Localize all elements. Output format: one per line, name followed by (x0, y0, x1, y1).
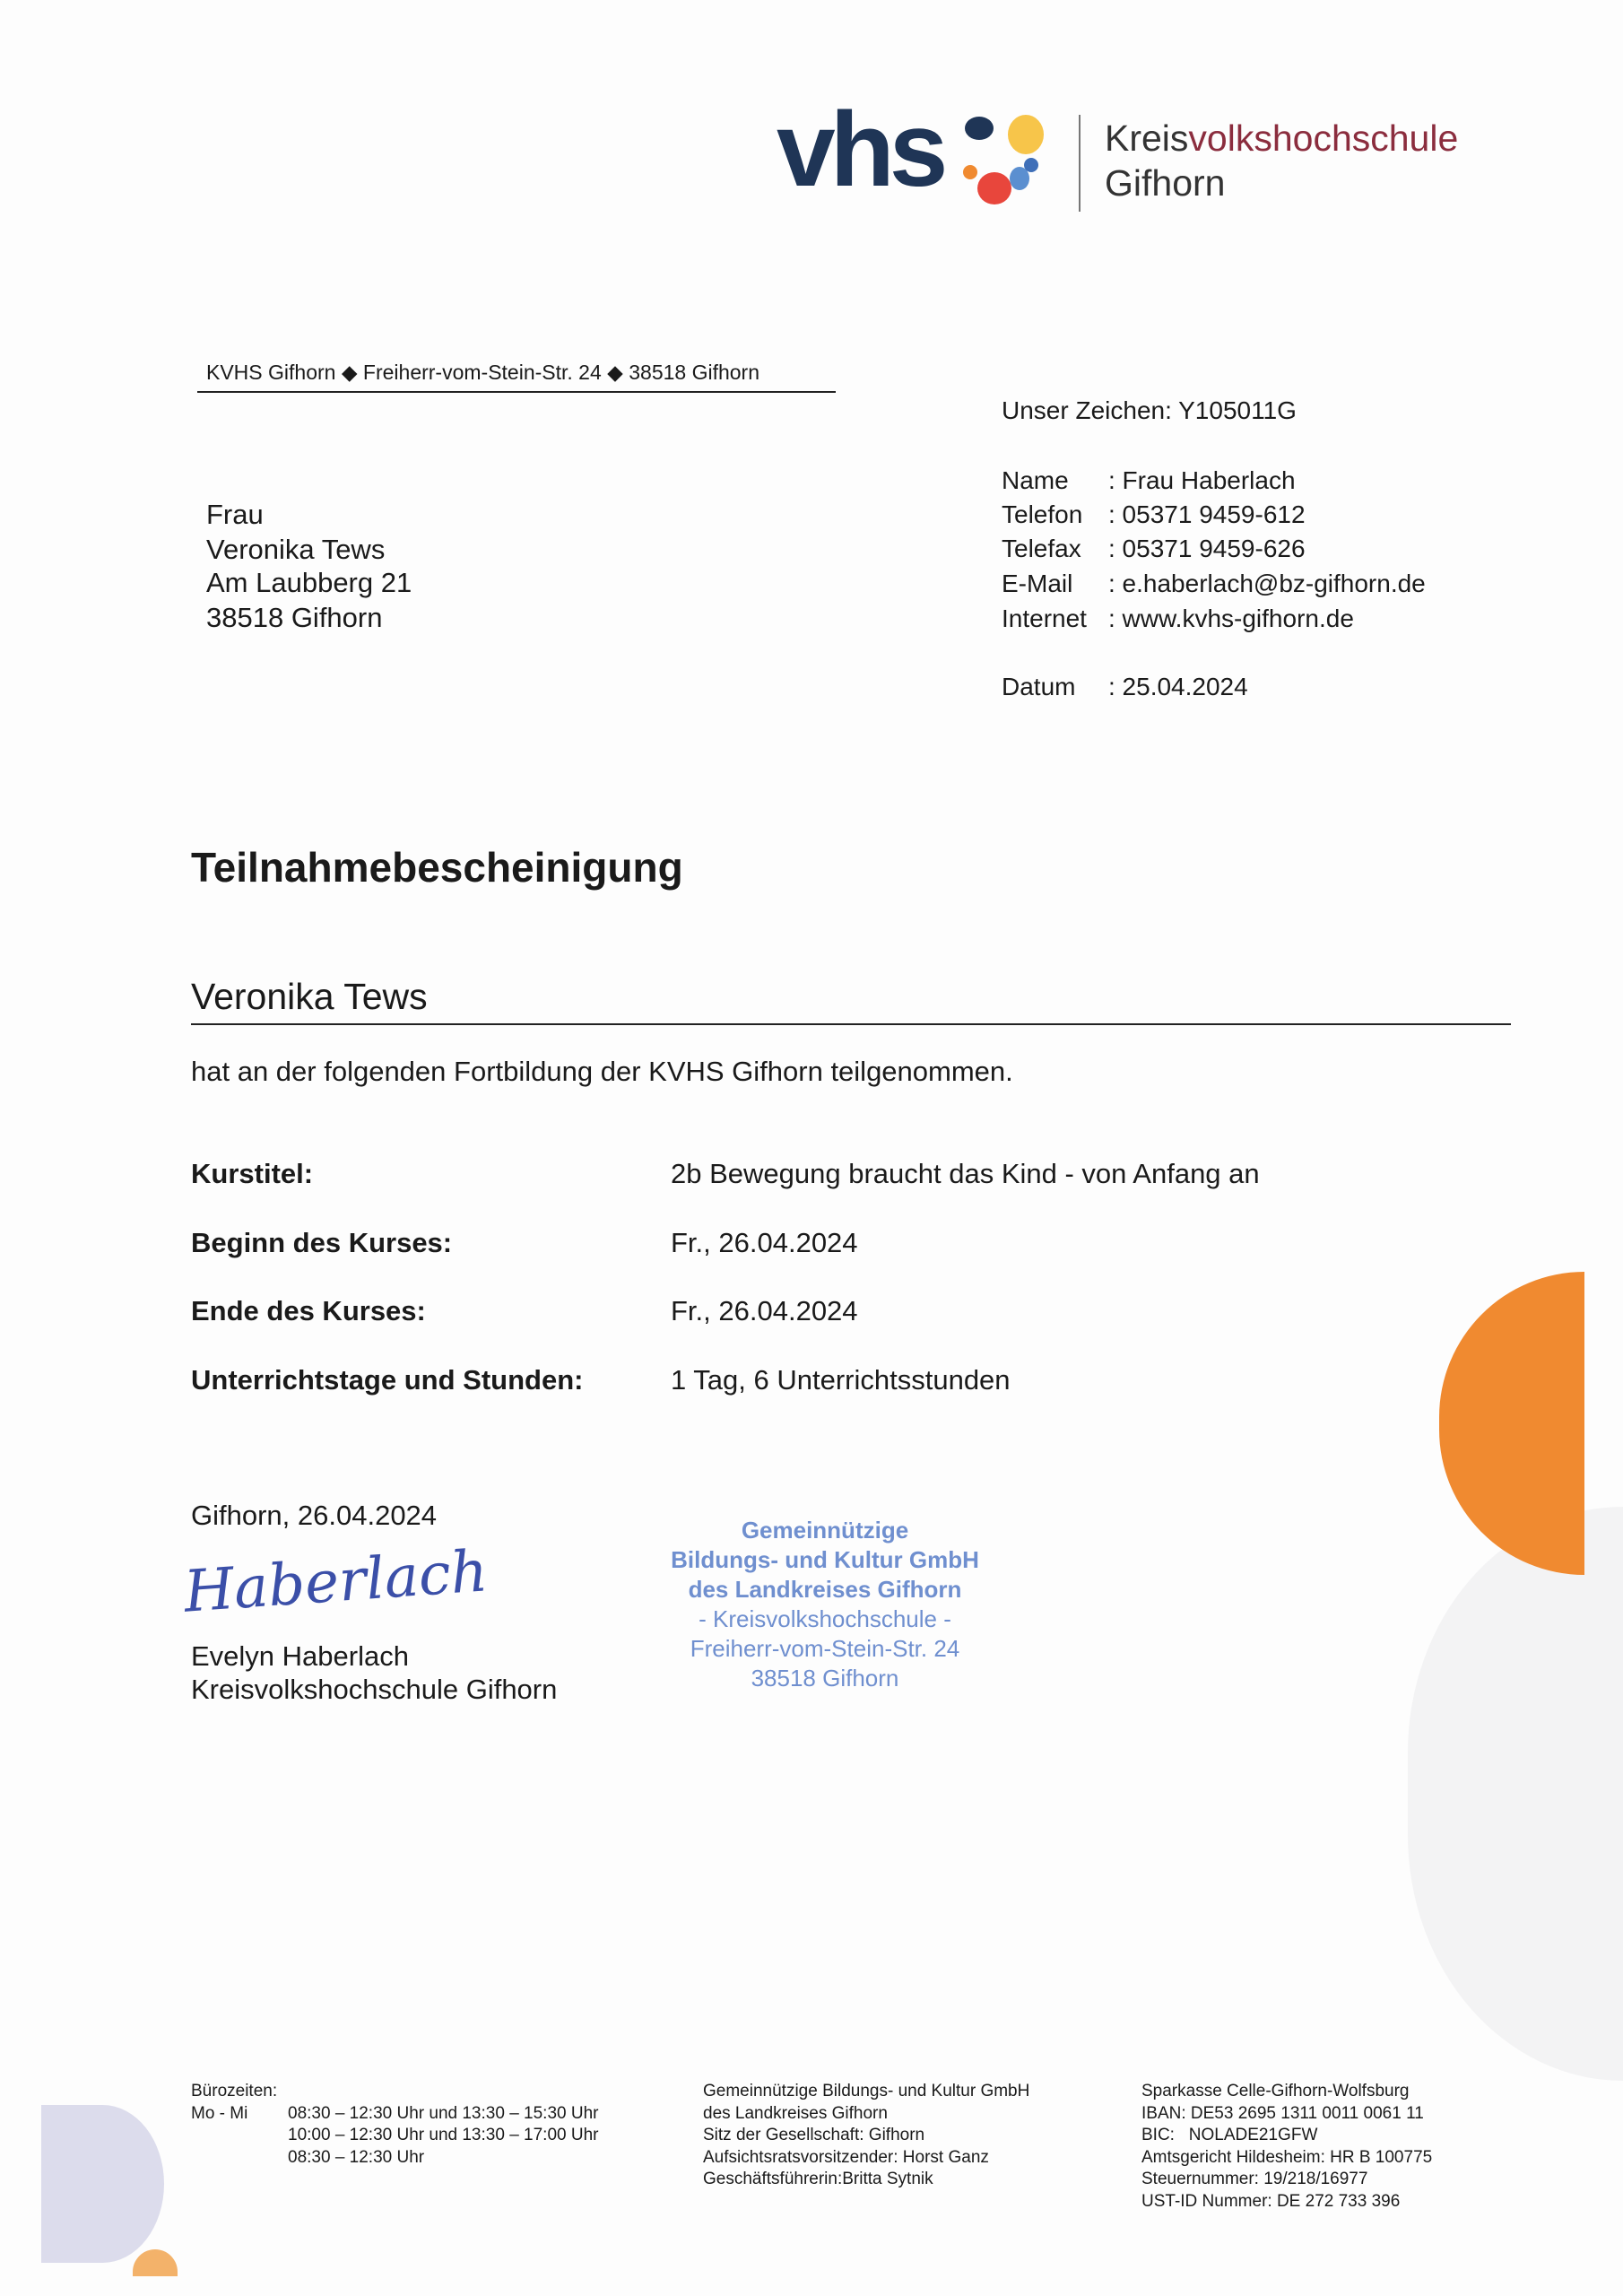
decorative-lavender-circle (41, 2105, 164, 2263)
signer-name: Evelyn Haberlach (191, 1640, 409, 1672)
stamp-line: Freiherr-vom-Stein-Str. 24 (690, 1635, 960, 1662)
recipient-line: Am Laubberg 21 (206, 567, 412, 598)
hours-title: Bürozeiten: (191, 2082, 278, 2100)
contact-label: Telefax (1002, 535, 1081, 562)
contact-label: E-Mail (1002, 570, 1073, 597)
footer-company (703, 2081, 1029, 2191)
recipient-line: 38518 Gifhorn (206, 602, 383, 633)
bank-line: UST-ID Nummer: DE 272 733 396 (1141, 2191, 1401, 2211)
contact-value: : 05371 9459-612 (1108, 500, 1306, 528)
date-label: Datum (1002, 673, 1076, 700)
course-hours: 1 Tag, 6 Unterrichtsstunden (671, 1364, 1011, 1396)
company-line: Geschäftsführerin:Britta Sytnik (703, 2170, 933, 2188)
course-label: Kurstitel: (191, 1158, 314, 1189)
course-label: Beginn des Kurses: (191, 1227, 453, 1258)
course-title: 2b Bewegung braucht das Kind - von Anfang an (671, 1158, 1260, 1189)
contact-value: : Frau Haberlach (1108, 466, 1296, 494)
intro-text: hat an der folgenden Fortbildung der KVHS Gifhorn teilgenommen. (191, 1056, 1013, 1087)
stamp-line: Gemeinnützige (741, 1517, 909, 1544)
hours-days: Mo - Mi (191, 2103, 248, 2123)
course-end: Fr., 26.04.2024 (671, 1295, 858, 1326)
company-line: des Landkreises Gifhorn (703, 2103, 888, 2123)
course-start: Fr., 26.04.2024 (671, 1227, 858, 1258)
footer-bank (1141, 2081, 1432, 2213)
company-line: Gemeinnützige Bildungs- und Kultur GmbH (703, 2082, 1030, 2100)
recipient-line: Veronika Tews (206, 534, 386, 565)
logo-vhs: vhs (777, 91, 943, 209)
logo-name-part1: Kreis (1105, 117, 1189, 159)
contact-label: Internet (1002, 604, 1087, 632)
reference: Unser Zeichen: Y105011G (1002, 396, 1297, 424)
bank-line: Sparkasse Celle-Gifhorn-Wolfsburg (1141, 2082, 1410, 2100)
course-label: Ende des Kurses: (191, 1295, 426, 1326)
sender-underline (197, 391, 836, 393)
logo-city: Gifhorn (1105, 162, 1226, 204)
company-stamp (646, 1516, 1004, 1693)
place-date: Gifhorn, 26.04.2024 (191, 1500, 438, 1531)
contact-website: : www.kvhs-gifhorn.de (1108, 604, 1354, 632)
logo-divider (1079, 115, 1081, 212)
stamp-line: 38518 Gifhorn (751, 1665, 899, 1692)
bank-line: Amtsgericht Hildesheim: HR B 100775 (1141, 2147, 1433, 2167)
hours-time: 08:30 – 12:30 Uhr (288, 2147, 425, 2167)
signer-organization: Kreisvolkshochschule Gifhorn (191, 1674, 558, 1705)
stamp-line: - Kreisvolkshochschule - (699, 1605, 951, 1632)
footer-office-hours (191, 2081, 598, 2169)
bank-line: BIC: NOLADE21GFW (1141, 2126, 1318, 2144)
company-line: Aufsichtsratsvorsitzender: Horst Ganz (703, 2147, 989, 2167)
stamp-line: des Landkreises Gifhorn (688, 1576, 962, 1603)
contact-label: Telefon (1002, 500, 1083, 528)
logo-dots (959, 108, 1049, 206)
contact-email: : e.haberlach@bz-gifhorn.de (1108, 570, 1426, 597)
hours-time: 08:30 – 12:30 Uhr und 13:30 – 15:30 Uhr (288, 2103, 599, 2123)
company-line: Sitz der Gesellschaft: Gifhorn (703, 2126, 925, 2144)
handwritten-signature: Haberlach (181, 1538, 490, 1626)
contact-value: : 05371 9459-626 (1108, 535, 1306, 562)
contact-label: Name (1002, 466, 1069, 494)
bank-line: Steuernummer: 19/218/16977 (1141, 2170, 1368, 2188)
sender-line: KVHS Gifhorn ◆ Freiherr-vom-Stein-Str. 24 ◆ 38518 Gifhorn (206, 361, 760, 384)
course-label: Unterrichtstage und Stunden: (191, 1364, 584, 1396)
decorative-orange-dot (133, 2249, 178, 2276)
document-title: Teilnahmebescheinigung (191, 844, 683, 891)
date-value: : 25.04.2024 (1108, 673, 1248, 700)
recipient-line: Frau (206, 499, 264, 530)
stamp-line: Bildungs- und Kultur GmbH (671, 1546, 979, 1573)
hours-time: 10:00 – 12:30 Uhr und 13:30 – 17:00 Uhr (288, 2126, 599, 2144)
decorative-orange-circle (1439, 1272, 1584, 1575)
name-underline (191, 1023, 1511, 1025)
logo-name (1105, 117, 1459, 159)
participant-name: Veronika Tews (191, 976, 428, 1017)
decorative-gray-circle (1408, 1507, 1623, 2081)
bank-line: IBAN: DE53 2695 1311 0011 0061 11 (1141, 2103, 1424, 2123)
logo-name-part2: volkshochschule (1188, 117, 1459, 159)
